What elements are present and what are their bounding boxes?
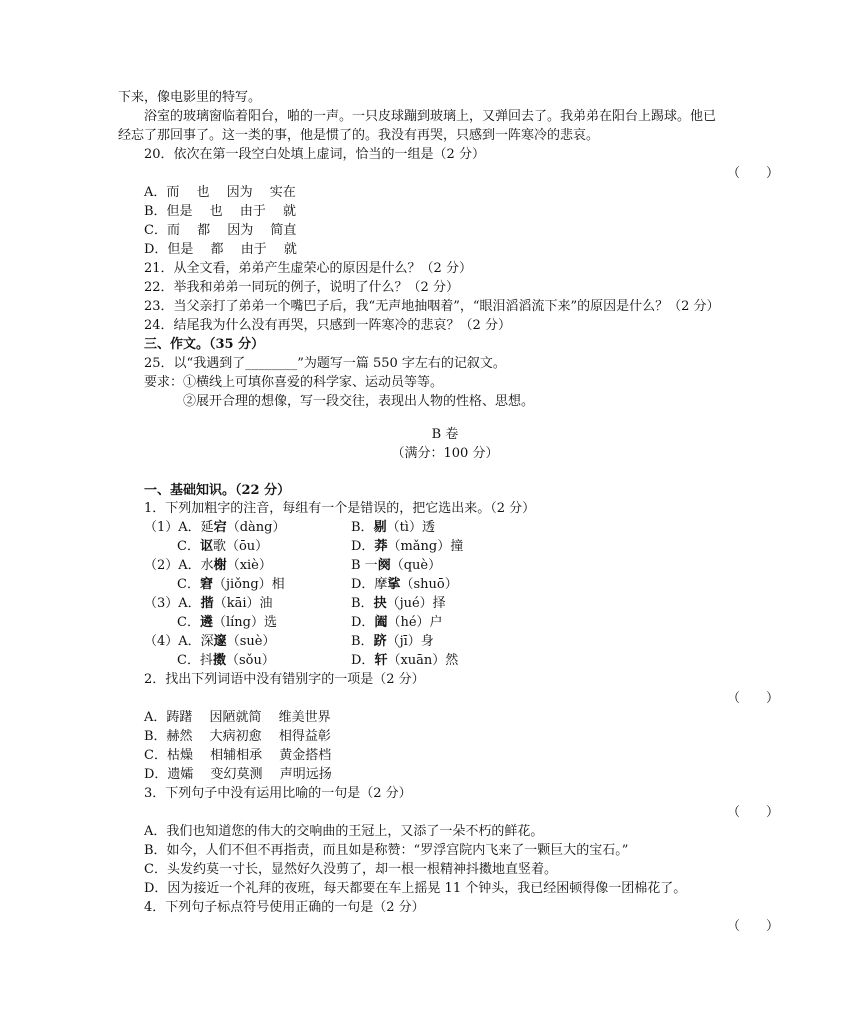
q20-option-b: B．但是 也 由于 就: [144, 204, 296, 219]
q1-group-2-option-c: C．窘（jiǒng）相: [177, 577, 285, 592]
section-3-heading: 三、作文。（35 分）: [144, 337, 265, 352]
b-question-3: 3．下列句子中没有运用比喻的一句是（2 分）: [144, 786, 412, 801]
q3-option-b: B．如今，人们不但不再指责，而且如是称赞：“罗浮宫院内飞来了一颗巨大的宝石。”: [144, 843, 629, 858]
question-21: 21．从全文看，弟弟产生虚荣心的原因是什么？（2 分）: [144, 261, 472, 276]
q2-option-c: C．枯燥 相辅相承 黄金搭档: [144, 748, 332, 763]
b-question-2: 2．找出下列词语中没有错别字的一项是（2 分）: [144, 672, 425, 687]
part-b-section-1-heading: 一、基础知识。（22 分）: [144, 483, 291, 498]
passage-line-1: 下来，像电影里的特写。: [118, 90, 262, 105]
part-b-title: B 卷: [431, 427, 459, 442]
q1-group-3-option-c: C．遴（líng）选: [177, 615, 277, 630]
q1-group-1-option-a: （1）A．延宕（dàng）: [144, 520, 286, 535]
question-22: 22．举我和弟弟一同玩的例子，说明了什么？（2 分）: [144, 280, 459, 295]
q2-option-d: D．遗孀 变幻莫测 声明远扬: [144, 767, 332, 782]
q20-option-c: C．而 都 因为 简直: [144, 223, 297, 238]
answer-paren-b2: （ ）: [727, 691, 780, 706]
answer-paren-b4: （ ）: [727, 919, 780, 934]
question-24: 24．结尾我为什么没有再哭，只感到一阵寒冷的悲哀？（2 分）: [144, 318, 511, 333]
q1-group-4-option-d: D．轩（xuān）然: [351, 653, 459, 668]
q1-group-3-option-a: （3）A．揩（kāi）油: [144, 596, 273, 611]
q3-option-c: C．头发约莫一寸长，显然好久没剪了，却一根一根精神抖擞地直竖着。: [144, 862, 557, 877]
question-20: 20．依次在第一段空白处填上虚词，恰当的一组是（2 分）: [144, 147, 485, 162]
q1-group-4-option-c: C．抖擞（sǒu）: [177, 653, 275, 668]
q2-option-b: B．赫然 大病初愈 相得益彰: [144, 729, 331, 744]
q1-group-3-option-b: B．抉（jué）择: [351, 596, 446, 611]
q3-option-a: A．我们也知道您的伟大的交响曲的王冠上，又添了一朵不朽的鲜花。: [144, 824, 544, 839]
question-25: 25．以“我遇到了________”为题写一篇 550 字左右的记叙文。: [144, 356, 506, 371]
part-b-score: （满分：100 分）: [391, 446, 499, 461]
q1-group-4-option-b: B．跻（jī）身: [351, 634, 434, 649]
answer-paren-20: （ ）: [727, 166, 780, 181]
b-question-4: 4．下列句子标点符号使用正确的一句是（2 分）: [144, 900, 425, 915]
q20-option-d: D．但是 都 由于 就: [144, 242, 297, 257]
q1-group-2-option-a: （2）A．水榭（xiè）: [144, 558, 272, 573]
answer-paren-b3: （ ）: [727, 805, 780, 820]
q1-group-1-option-b: B．剔（tì）透: [351, 520, 435, 535]
b-question-1: 1．下列加粗字的注音，每组有一个是错误的，把它选出来。（2 分）: [144, 501, 536, 516]
q1-group-3-option-d: D．阖（hé）户: [351, 615, 443, 630]
q2-option-a: A．踌躇 因陋就简 维美世界: [144, 710, 331, 725]
q1-group-2-option-d: D．摩挲（shuō）: [351, 577, 458, 592]
essay-requirement-2: ②展开合理的想像，写一段交往，表现出人物的性格、思想。: [183, 394, 535, 409]
q1-group-1-option-c: C．讴歌（ōu）: [177, 539, 269, 554]
passage-line-2: 浴室的玻璃窗临着阳台，啪的一声。一只皮球蹦到玻璃上，又弹回去了。我弟弟在阳台上踢球。他已: [144, 109, 717, 124]
question-23: 23．当父亲打了弟弟一个嘴巴子后，我“无声地抽咽着”，“眼泪滔滔流下来”的原因是什么？（2 分）: [144, 299, 720, 314]
essay-requirement-1: 要求：①横线上可填你喜爱的科学家、运动员等等。: [144, 375, 444, 390]
q3-option-d: D．因为接近一个礼拜的夜班，每天都要在车上摇晃 11 个钟头，我已经困顿得像一团棉花了。: [144, 881, 687, 896]
q1-group-4-option-a: （4）A．深邃（suè）: [144, 634, 276, 649]
passage-line-3: 经忘了那回事了。这一类的事，他是惯了的。我没有再哭，只感到一阵寒冷的悲哀。: [118, 128, 600, 143]
q20-option-a: A．而 也 因为 实在: [144, 185, 296, 200]
q1-group-1-option-d: D．莽（mǎng）撞: [351, 539, 464, 554]
q1-group-2-option-b: B 一阕（què）: [351, 558, 442, 573]
